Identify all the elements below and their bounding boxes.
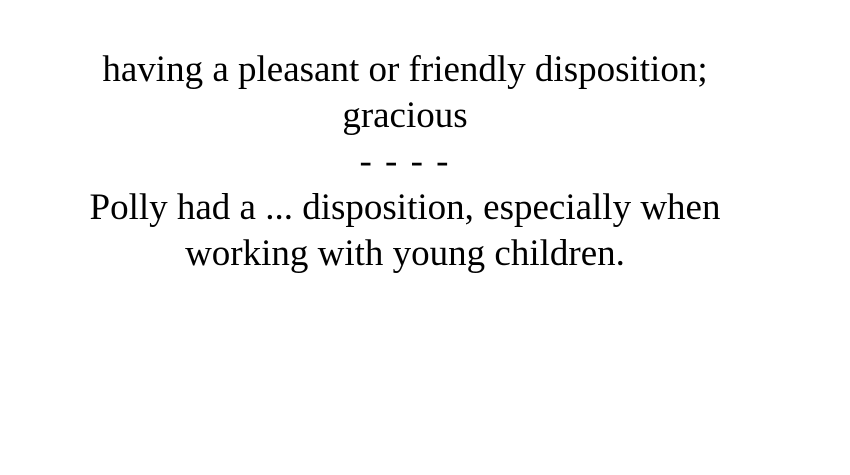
definition-text	[0, 47, 810, 139]
definition-line: gracious	[342, 95, 468, 136]
example-line: Polly had a ... disposition, especially when	[89, 187, 721, 228]
example-sentence	[0, 185, 810, 277]
example-line: working with young children.	[185, 233, 625, 274]
separator: - - - -	[359, 141, 451, 182]
definition-line: having a pleasant or friendly disposition;	[102, 49, 708, 90]
